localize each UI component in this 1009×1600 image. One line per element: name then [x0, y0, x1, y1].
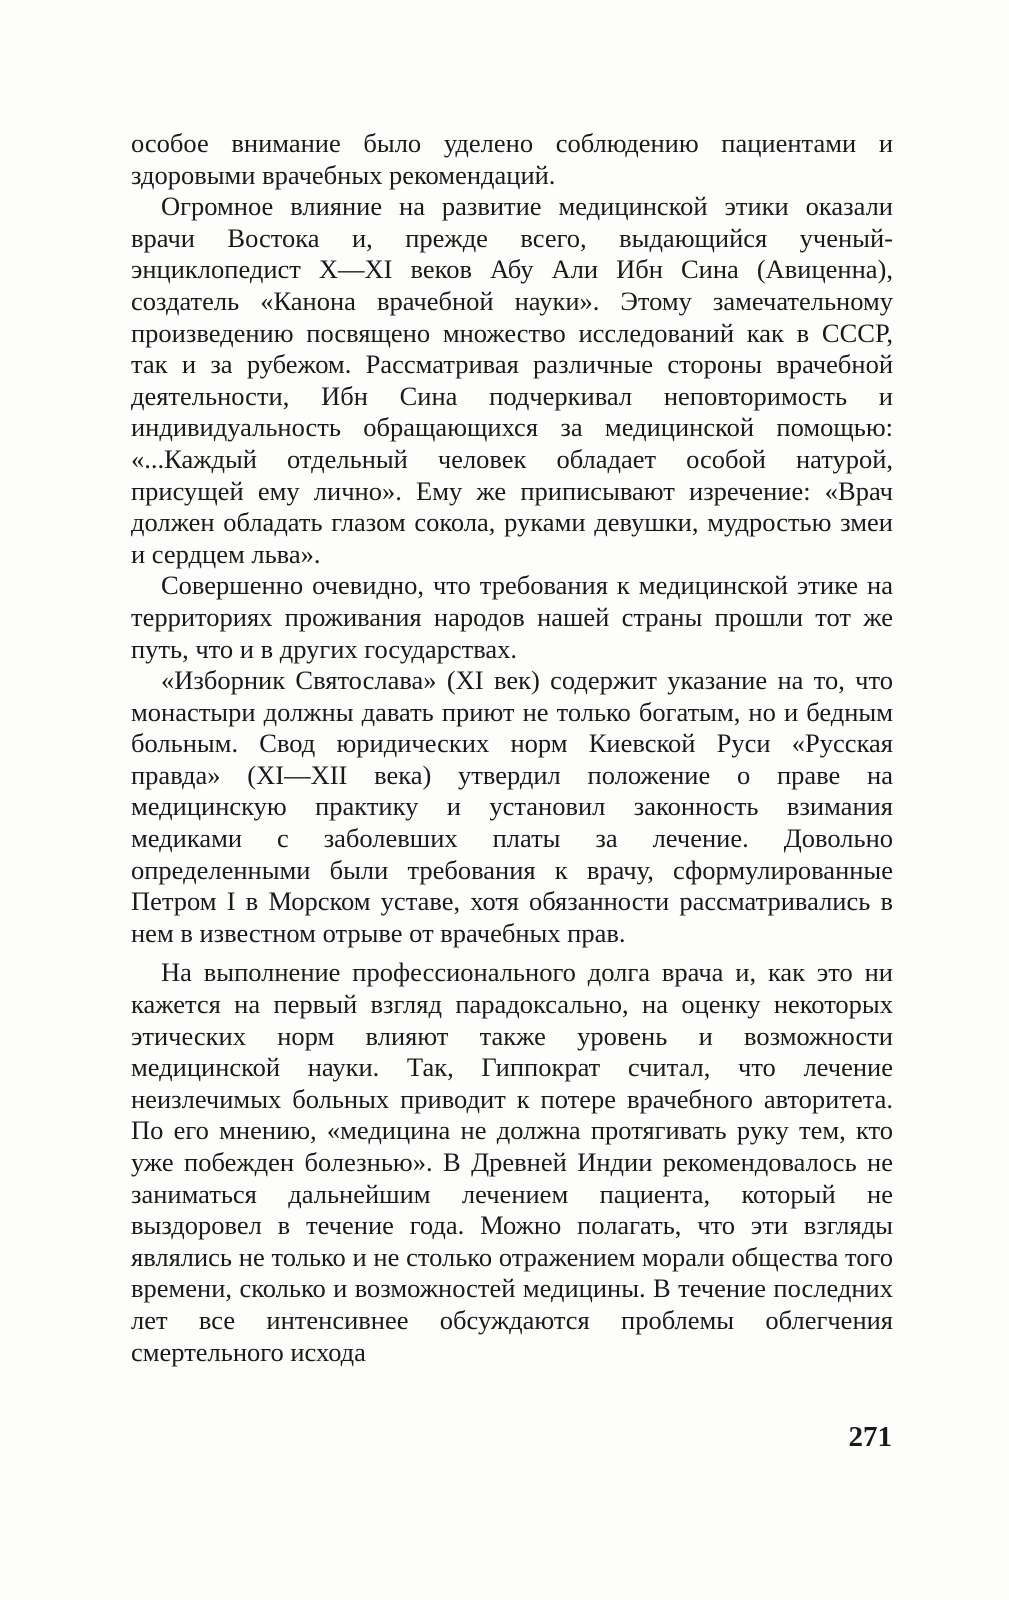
paragraph-territories: Совершенно очевидно, что требования к медицинской этике на территориях проживания народов нашей страны прошли тот же путь, что и в других государствах.: [131, 570, 893, 664]
paragraph-continuation: особое внимание было уделено соблюдению пациентами и здоровыми врачебных рекомендаций.: [131, 128, 893, 190]
body-text: [131, 128, 893, 1368]
paragraph-izbornik: «Изборник Святослава» (XI век) содержит указание на то, что монастыри должны давать приют не только богатым, но и бедным больным. Свод юридических норм Киевской Руси «Русская правда» (XI—XII века) утвердил положение о праве на медицинскую практику и установил законность взимания медиками с заболевших платы за лечение. Довольно определенными были требования к врачу, сформулированные Петром I в Морском уставе, хотя обязанности рассматривались в нем в известном отрыве от врачебных прав.: [131, 665, 893, 948]
paragraph-avicenna: Огромное влияние на развитие медицинской этики оказали врачи Востока и, прежде всего, выдающийся ученый-энциклопедист X—XI веков Абу Али Ибн Сина (Авиценна), создатель «Канона врачебной науки». Этому замечательному произведению посвящено множество исследований как в СССР, так и за рубежом. Рассматривая различные стороны врачебной деятельности, Ибн Сина подчеркивал неповторимость и индивидуальность обращающихся за медицинской помощью: «...Каждый отдельный человек обладает особой натурой, присущей ему лично». Ему же приписывают изречение: «Врач должен обладать глазом сокола, руками девушки, мудростью змеи и сердцем льва».: [131, 191, 893, 569]
page-number: 271: [848, 1421, 892, 1453]
paragraph-duty: На выполнение профессионального долга врача и, как это ни кажется на первый взгляд парадоксально, на оценку некоторых этических норм влияют также уровень и возможности медицинской науки. Так, Гиппократ считал, что лечение неизлечимых больных приводит к потере врачебного авторитета. По его мнению, «медицина не должна протягивать руку тем, кто уже побежден болезнью». В Древней Индии рекомендовалось не заниматься дальнейшим лечением пациента, который не выздоровел в течение года. Можно полагать, что эти взгляды являлись не только и не столько отражением морали общества того времени, сколько и возможностей медицины. В течение последних лет все интенсивнее обсуждаются проблемы облегчения смертельного исхода: [131, 957, 893, 1367]
